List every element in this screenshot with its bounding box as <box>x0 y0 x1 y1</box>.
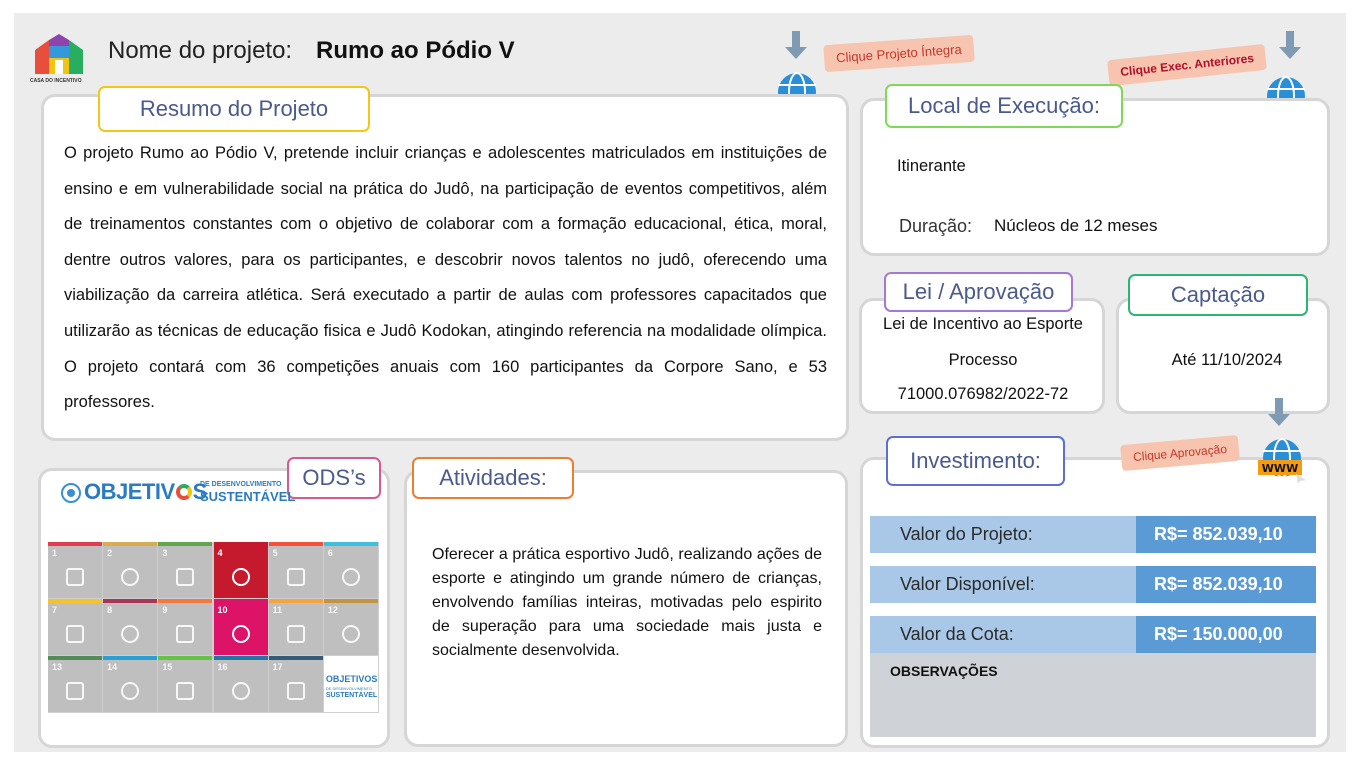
valor-disponivel-row <box>870 566 1316 603</box>
logo-caption: CASA DO INCENTIVO <box>30 78 82 84</box>
captacao-value: Até 11/10/2024 <box>1171 351 1283 369</box>
sdg-tile-5 <box>269 542 323 598</box>
sdg-logo-small: DE DESENVOLVIMENTO <box>325 686 373 691</box>
sdg-tile-1 <box>48 542 102 598</box>
valor-projeto-label: Valor do Projeto: <box>900 524 1033 544</box>
atividades-title: Atividades: <box>412 457 574 499</box>
sdg-goal-icon <box>176 625 194 643</box>
sdg-goal-icon <box>66 568 84 586</box>
valor-cota-value: R$= 150.000,00 <box>1136 616 1316 653</box>
link-aprovacao[interactable]: Clique Aprovação <box>1120 435 1240 471</box>
sdg-tile-17 <box>269 656 323 712</box>
ods-banner-word <box>84 479 207 505</box>
project-name-label: Nome do projeto: <box>108 37 293 64</box>
sdg-logo-word: OBJETIVOS <box>325 674 378 684</box>
valor-cota-row <box>870 616 1316 653</box>
sdg-tile-number: 4 <box>217 548 223 558</box>
sdg-goal-icon <box>342 625 360 643</box>
sdg-goal-icon <box>287 625 305 643</box>
sdg-tile-number: 7 <box>52 605 58 615</box>
ods-banner-word-end: S <box>192 479 207 504</box>
un-emblem-icon <box>61 483 81 503</box>
down-arrow-icon <box>1275 398 1283 416</box>
sdg-goal-icon <box>232 568 250 586</box>
www-globe-icon[interactable] <box>1258 436 1306 484</box>
sdg-tile-number: 6 <box>327 548 333 558</box>
sdg-tile-number: 14 <box>107 662 118 672</box>
sdg-goal-icon <box>121 568 139 586</box>
sdg-tile-number: 11 <box>272 605 283 615</box>
sdg-tile-number: 12 <box>327 605 338 615</box>
project-name: Rumo ao Pódio V <box>316 37 515 64</box>
sdg-tile-number: 13 <box>52 662 63 672</box>
sdg-tile-3 <box>158 542 212 598</box>
lei-title: Lei / Aprovação <box>884 272 1073 312</box>
sdg-tile-6 <box>324 542 378 598</box>
link-exec-anteriores[interactable]: Clique Exec. Anteriores <box>1107 44 1267 86</box>
sdg-tile-number: 9 <box>162 605 168 615</box>
ods-banner-small-1: DE DESENVOLVIMENTO <box>200 481 282 488</box>
local-value: Itinerante <box>897 157 966 175</box>
sdg-goal-icon <box>121 625 139 643</box>
sdg-goal-icon <box>66 625 84 643</box>
sdg-goal-icon <box>287 682 305 700</box>
valor-cota-label: Valor da Cota: <box>900 624 1014 644</box>
sdg-tile-11 <box>269 599 323 655</box>
sdg-tile-number: 5 <box>272 548 278 558</box>
sdg-tile-8 <box>103 599 157 655</box>
sdg-logo-word-2: SUSTENTÁVEL <box>325 692 378 699</box>
sdg-tile-15 <box>158 656 212 712</box>
sdg-tile-number: 2 <box>107 548 113 558</box>
down-arrow-icon <box>1286 31 1294 49</box>
sdg-tile-number: 17 <box>272 662 283 672</box>
ods-banner-small-2: SUSTENTÁVEL <box>200 489 296 504</box>
sdg-tile-7 <box>48 599 102 655</box>
duracao-label: Duração: <box>899 216 973 236</box>
valor-projeto-value: R$= 852.039,10 <box>1136 516 1316 553</box>
resumo-text: O projeto Rumo ao Pódio V, pretende incluir crianças e adolescentes matriculados em instituições de ensino e em vulnerabilidade social na prática do Judô, na participação de eventos competitivos, além de treinamentos constantes com o objetivo de colaborar com a formação educacional, ética, moral, dentre outros valores, para os participantes, e descobrir novos talentos no judô, oferecendo uma viabilização da carreira atlética. Será executado a partir de aulas com professores capacitados que utilizarão as técnicas de educação fisica e Judô Kodokan, atingindo referencia na modalidade olímpica. O projeto contará com 36 competições anuais com 160 participantes da Corpore Sano, e 53 professores. <box>64 144 827 412</box>
sdg-goal-icon <box>342 568 360 586</box>
sdg-tile-number: 10 <box>217 605 228 615</box>
sdg-tile-number: 15 <box>162 662 173 672</box>
resumo-title: Resumo do Projeto <box>98 86 370 132</box>
sdg-goal-icon <box>176 568 194 586</box>
sdg-goal-icon <box>66 682 84 700</box>
local-title: Local de Execução: <box>885 84 1123 128</box>
atividades-text: Oferecer a prática esportivo Judô, realizando ações de esporte e atingindo um grande número de crianças, envolvendo famílias inteiras, motivadas pelo espirito de superação para uma sociedade mais justa e socialmente desenvolvida. <box>432 546 822 659</box>
sdg-tile-number: 16 <box>217 662 228 672</box>
svg-text:WWW: WWW <box>1261 462 1299 475</box>
sdg-tile-10 <box>214 599 268 655</box>
sdg-tile-14 <box>103 656 157 712</box>
lei-line-3: 71000.076982/2022-72 <box>897 385 1069 403</box>
lei-line-2: Processo <box>948 351 1018 369</box>
sdg-goal-icon <box>232 625 250 643</box>
sdg-wheel-icon <box>176 484 192 500</box>
valor-disponivel-label: Valor Disponível: <box>900 574 1035 594</box>
sdg-logo-tile <box>324 656 378 712</box>
lei-line-1: Lei de Incentivo ao Esporte <box>883 315 1083 333</box>
sdg-goal-icon <box>232 682 250 700</box>
ods-banner-word-text: OBJETIV <box>84 479 175 504</box>
sdg-tile-number: 3 <box>162 548 168 558</box>
sdg-goal-icon <box>287 568 305 586</box>
valor-disponivel-value: R$= 852.039,10 <box>1136 566 1316 603</box>
sdg-goal-icon <box>176 682 194 700</box>
sdg-tile-4 <box>214 542 268 598</box>
duracao-value: Núcleos de 12 meses <box>994 216 1158 235</box>
sdg-puzzle-grid <box>48 542 379 713</box>
sdg-tile-9 <box>158 599 212 655</box>
investimento-title: Investimento: <box>886 436 1065 486</box>
sdg-tile-2 <box>103 542 157 598</box>
sdg-tile-number: 1 <box>52 548 58 558</box>
link-projeto-integra[interactable]: Clique Projeto Íntegra <box>823 35 974 72</box>
ods-title: ODS’s <box>287 457 381 499</box>
observacoes-label: OBSERVAÇÕES <box>890 663 998 679</box>
sdg-tile-16 <box>214 656 268 712</box>
down-arrow-icon <box>792 31 800 49</box>
sdg-tile-number: 8 <box>107 605 113 615</box>
captacao-title: Captação <box>1128 274 1308 316</box>
sdg-tile-13 <box>48 656 102 712</box>
sdg-tile-12 <box>324 599 378 655</box>
valor-projeto-row <box>870 516 1316 553</box>
sdg-goal-icon <box>121 682 139 700</box>
